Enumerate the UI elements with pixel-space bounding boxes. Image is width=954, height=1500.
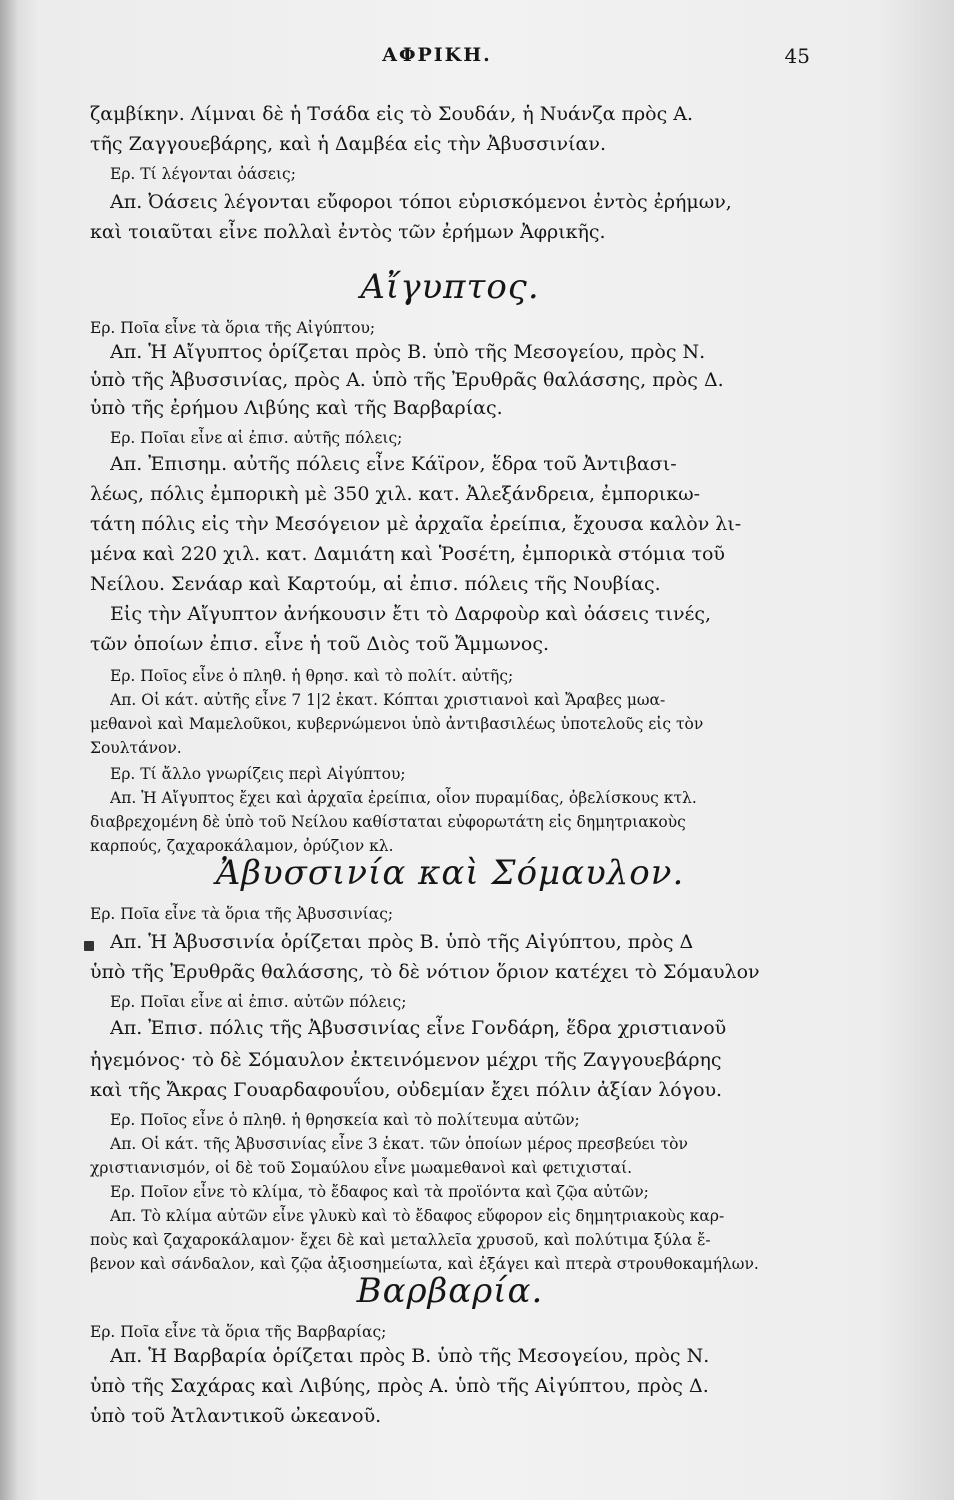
text-line: μένα καὶ 220 χιλ. κατ. Δαμιάτη καὶ Ῥοσέτη, ἐμπορικὰ στόμια τοῦ bbox=[90, 543, 725, 565]
text-line: ὑπὸ τῆς ἐρήμου Λιβύης καὶ τῆς Βαρβαρίας. bbox=[90, 397, 503, 419]
question-line: Ερ. Ποῖος εἶνε ὁ πληθ. ἡ θρησκεία καὶ τὸ πολίτευμα αὐτῶν; bbox=[110, 1111, 580, 1129]
text-line: καὶ τοιαῦται εἶνε πολλαὶ ἐντὸς τῶν ἐρήμων Ἀφρικῆς. bbox=[90, 221, 606, 243]
answer-line: Απ. Οἱ κάτ. αὐτῆς εἶνε 7 1|2 ἑκατ. Κόπται χριστιανοὶ καὶ Ἄραβες μωα- bbox=[110, 691, 666, 709]
answer-line: Απ. Οἱ κάτ. τῆς Ἀβυσσινίας εἶνε 3 ἑκατ. τῶν ὁποίων μέρος πρεσβεύει τὸν bbox=[110, 1135, 688, 1153]
question-line: Ερ. Ποῖον εἶνε τὸ κλίμα, τὸ ἔδαφος καὶ τὰ προϊόντα καὶ ζῷα αὐτῶν; bbox=[110, 1183, 649, 1201]
answer-line: Απ. Ἐπισ. πόλις τῆς Ἀβυσσινίας εἶνε Γονδάρη, ἕδρα χριστιανοῦ bbox=[110, 1017, 727, 1039]
margin-ink-mark bbox=[84, 941, 94, 951]
text-line: Σουλτάνον. bbox=[90, 739, 182, 757]
answer-line: Απ. Ἐπισημ. αὐτῆς πόλεις εἶνε Κάϊρον, ἕδρα τοῦ Ἀντιβασι- bbox=[110, 453, 677, 475]
question-line: Ερ. Ποῖα εἶνε τὰ ὅρια τῆς Ἀβυσσινίας; bbox=[90, 905, 394, 923]
text-line: βενον καὶ σάνδαλον, καὶ ζῷα ἀξιοσημείωτα, καὶ ἐξάγει καὶ πτερὰ στρουθοκαμήλων. bbox=[90, 1255, 759, 1273]
question-line: Ερ. Τί ἄλλο γνωρίζεις περὶ Αἰγύπτου; bbox=[110, 765, 406, 783]
question-line: Ερ. Ποῖα εἶνε τὰ ὅρια τῆς Βαρβαρίας; bbox=[90, 1323, 387, 1341]
section-title-barbary: Βαρβαρία. bbox=[356, 1271, 544, 1311]
text-line: διαβρεχομένη δὲ ὑπὸ τοῦ Νείλου καθίσταται εὐφορωτάτη εἰς δημητριακοὺς bbox=[90, 813, 686, 831]
answer-line: Απ. Τὸ κλίμα αὐτῶν εἶνε γλυκὺ καὶ τὸ ἔδαφος εὔφορον εἰς δημητριακοὺς καρ- bbox=[110, 1207, 725, 1225]
answer-line: Απ. Ἡ Βαρβαρία ὁρίζεται πρὸς Β. ὑπὸ τῆς Μεσογείου, πρὸς Ν. bbox=[110, 1345, 710, 1367]
text-line: Νείλου. Σενάαρ καὶ Καρτούμ, αἱ ἐπισ. πόλεις τῆς Νουβίας. bbox=[90, 573, 661, 595]
text-line: μεθανοὶ καὶ Μαμελοῦκοι, κυβερνώμενοι ὑπὸ ἀντιβασιλέως ὑποτελοῦς εἰς τὸν bbox=[90, 715, 704, 733]
text-line: τῆς Ζαγγουεβάρης, καὶ ἡ Δαμβέα εἰς τὴν Ἀβυσσινίαν. bbox=[90, 133, 606, 155]
text-line: ὑπὸ τῆς Ἐρυθρᾶς θαλάσσης, τὸ δὲ νότιον ὅριον κατέχει τὸ Σόμαυλον bbox=[90, 961, 760, 983]
text-line: Εἰς τὴν Αἴγυπτον ἀνήκουσιν ἔτι τὸ Δαρφοὺρ καὶ ὀάσεις τινές, bbox=[110, 603, 712, 625]
question-line: Ερ. Τί λέγονται ὀάσεις; bbox=[110, 165, 296, 183]
text-line: τῶν ὁποίων ἐπισ. εἶνε ἡ τοῦ Διὸς τοῦ Ἄμμωνος. bbox=[90, 633, 549, 655]
section-title-abyssinia: Ἀβυσσινία καὶ Σόμαυλον. bbox=[215, 853, 685, 893]
page-number: 45 bbox=[784, 44, 810, 68]
text-line: ὑπὸ τοῦ Ἀτλαντικοῦ ὠκεανοῦ. bbox=[90, 1405, 382, 1427]
question-line: Ερ. Ποῖαι εἶνε αἱ ἐπισ. αὐτῶν πόλεις; bbox=[110, 993, 407, 1011]
text-line: καὶ τῆς Ἄκρας Γουαρδαφουΐου, οὐδεμίαν ἔχει πόλιν ἀξίαν λόγου. bbox=[90, 1079, 723, 1101]
section-title-egypt: Αἴγυπτος. bbox=[360, 267, 540, 307]
question-line: Ερ. Ποῖα εἶνε τὰ ὅρια τῆς Αἰγύπτου; bbox=[90, 319, 376, 337]
question-line: Ερ. Ποῖαι εἶνε αἱ ἐπισ. αὐτῆς πόλεις; bbox=[110, 429, 403, 447]
text-line: τάτη πόλις εἰς τὴν Μεσόγειον μὲ ἀρχαῖα ἐρείπια, ἔχουσα καλὸν λι- bbox=[90, 513, 742, 535]
answer-line: Απ. Ὀάσεις λέγονται εὔφοροι τόποι εὑρισκόμενοι ἐντὸς ἐρήμων, bbox=[110, 191, 732, 213]
answer-line: Απ. Ἡ Αἴγυπτος ὁρίζεται πρὸς Β. ὑπὸ τῆς Μεσογείου, πρὸς Ν. bbox=[110, 341, 706, 363]
text-line: ὑπὸ τῆς Σαχάρας καὶ Λιβύης, πρὸς Α. ὑπὸ τῆς Αἰγύπτου, πρὸς Δ. bbox=[90, 1375, 709, 1397]
text-line: καρπούς, ζαχαροκάλαμον, ὀρύζιον κλ. bbox=[90, 837, 394, 855]
text-line: χριστιανισμόν, οἱ δὲ τοῦ Σομαύλου εἶνε μωαμεθανοὶ καὶ φετιχισταί. bbox=[90, 1159, 633, 1177]
text-line: ἡγεμόνος· τὸ δὲ Σόμαυλον ἐκτεινόμενον μέχρι τῆς Ζαγγουεβάρης bbox=[90, 1049, 722, 1071]
answer-line: Απ. Ἡ Ἀβυσσινία ὁρίζεται πρὸς Β. ὑπὸ τῆς Αἰγύπτου, πρὸς Δ bbox=[110, 931, 694, 953]
page-gutter-shadow bbox=[0, 0, 18, 1500]
text-line: λέως, πόλις ἐμπορικὴ μὲ 350 χιλ. κατ. Ἀλεξάνδρεια, ἐμπορικω- bbox=[90, 483, 700, 505]
text-line: ποὺς καὶ ζαχαροκάλαμον· ἔχει δὲ καὶ μεταλλεῖα χρυσοῦ, καὶ πολύτιμα ξύλα ἔ- bbox=[90, 1231, 711, 1249]
question-line: Ερ. Ποῖος εἶνε ὁ πληθ. ἡ θρησ. καὶ τὸ πολίτ. αὐτῆς; bbox=[110, 667, 514, 685]
text-line: ὑπὸ τῆς Ἀβυσσινίας, πρὸς Α. ὑπὸ τῆς Ἐρυθρᾶς θαλάσσης, πρὸς Δ. bbox=[90, 369, 724, 391]
text-line: ζαμβίκην. Λίμναι δὲ ἡ Τσάδα εἰς τὸ Σουδάν, ἡ Νυάνζα πρὸς Α. bbox=[90, 103, 694, 125]
running-head: ΑΦΡΙΚΗ. bbox=[382, 44, 492, 66]
answer-line: Απ. Ἡ Αἴγυπτος ἔχει καὶ ἀρχαῖα ἐρείπια, οἷον πυραμίδας, ὀβελίσκους κτλ. bbox=[110, 789, 697, 807]
